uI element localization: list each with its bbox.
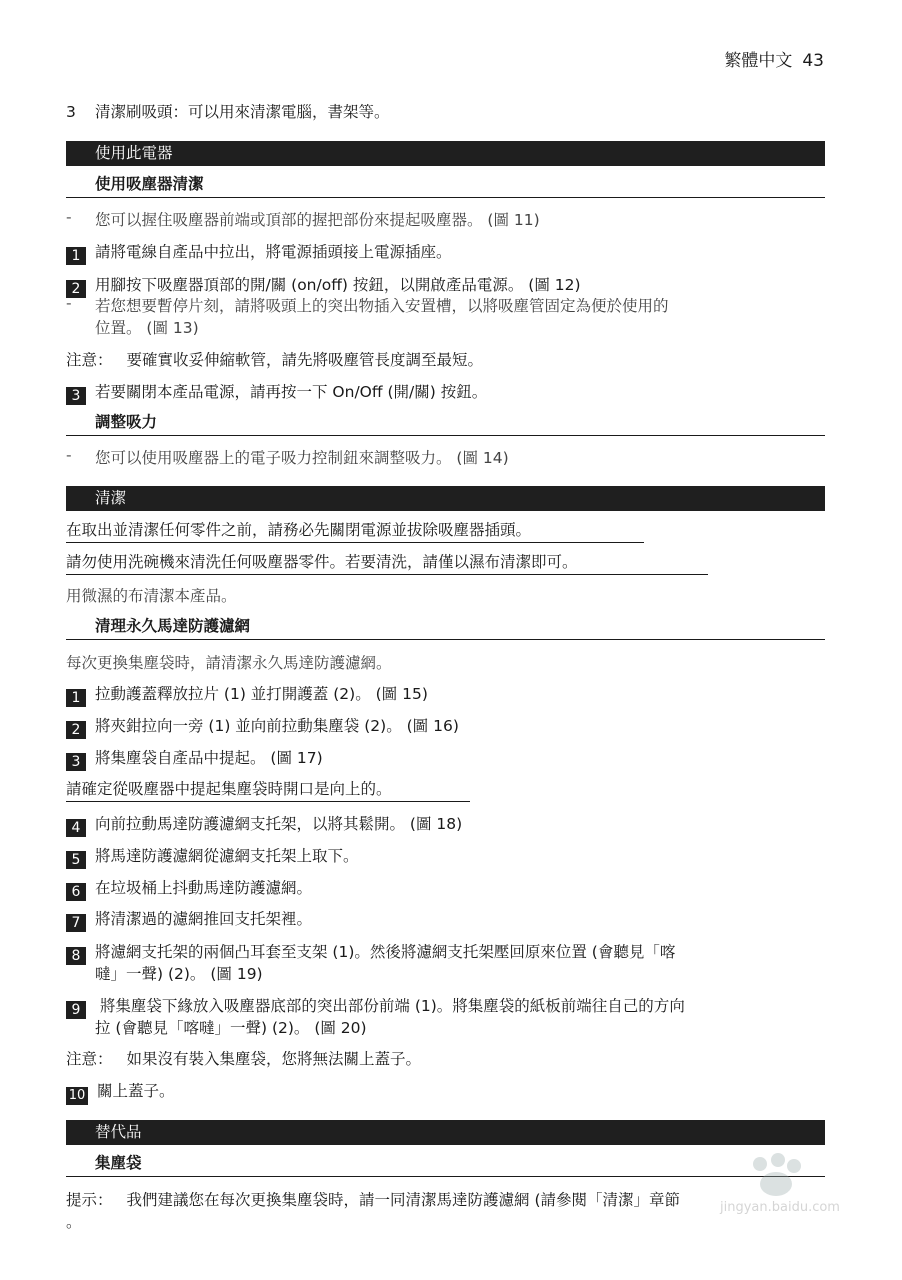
warning-unplug: 在取出並清潔任何零件之前，請務必先關閉電源並拔除吸塵器插頭。 — [66, 518, 644, 543]
step-number: 8 — [66, 947, 86, 965]
bullet-park-line2: 位置。 (圖 13) — [95, 319, 199, 337]
bullet-dash: - — [66, 208, 72, 226]
step-item — [66, 907, 824, 932]
step-8-line2: 噠」一聲) (2)。 (圖 19) — [95, 965, 263, 983]
section-heading-replace: 替代品 — [66, 1120, 825, 1145]
step-text: 拉動護蓋釋放拉片 (1) 並打開護蓋 (2)。 (圖 15) — [95, 685, 428, 703]
step-text: 用腳按下吸塵器頂部的開/關 (on/off) 按鈕，以開啟產品電源。 (圖 12) — [95, 276, 581, 294]
subheading-bags: 集塵袋 — [66, 1151, 825, 1177]
step-text-line1: 將濾網支托架的兩個凸耳套至支架 (1)。然後將濾網支托架壓回原來位置 (會聽見「喀 — [95, 943, 676, 961]
subheading-vacuum: 使用吸塵器清潔 — [66, 172, 825, 198]
section-heading-clean: 清潔 — [66, 486, 825, 511]
bullet-carry: 您可以握住吸塵器前端或頂部的握把部份來提起吸塵器。 (圖 11) — [95, 211, 540, 229]
step-number: 4 — [66, 819, 86, 837]
step-text-line1: 將集塵袋下緣放入吸塵器底部的突出部份前端 (1)。將集塵袋的紙板前端往自己的方向 — [95, 997, 685, 1015]
warning-dishwasher: 請勿使用洗碗機來清洗任何吸塵器零件。若要清洗，請僅以濕布清潔即可。 — [66, 550, 708, 575]
bullet-park-line1: 若您想要暫停片刻，請將吸頭上的突出物插入安置槽，以將吸塵管固定為便於使用的 — [95, 297, 669, 315]
intro-item — [66, 100, 824, 122]
step-number: 6 — [66, 883, 86, 901]
filter-instruction: 每次更換集塵袋時，請清潔永久馬達防護濾網。 — [66, 654, 392, 672]
step-number: 3 — [66, 753, 86, 771]
note-label: 注意： — [66, 1050, 113, 1068]
step-number: 1 — [66, 247, 86, 265]
step-text: 請將電線自產品中拉出，將電源插頭接上電源插座。 — [95, 243, 452, 261]
step-item — [66, 682, 824, 707]
watermark-text: jingyan.baidu.com — [720, 1200, 840, 1215]
step-text: 在垃圾桶上抖動馬達防護濾網。 — [95, 879, 313, 897]
step-text: 關上蓋子。 — [97, 1082, 175, 1100]
step-9-line2: 拉 (會聽見「喀噠」一聲) (2)。 (圖 20) — [95, 1019, 367, 1037]
step-item — [66, 876, 824, 901]
tip — [66, 1188, 824, 1210]
step-number: 10 — [66, 1087, 88, 1105]
tip-line2: 。 — [66, 1213, 82, 1231]
header-language: 繁體中文 — [724, 51, 793, 71]
page-number: 43 — [802, 51, 824, 71]
step-text: 將夾鉗拉向一旁 (1) 並向前拉動集塵袋 (2)。 (圖 16) — [95, 717, 459, 735]
bullet-dash: - — [66, 446, 72, 464]
step-number: 2 — [66, 280, 86, 298]
step-number: 9 — [66, 1001, 86, 1019]
step-item — [66, 844, 824, 869]
step-number: 7 — [66, 914, 86, 932]
step-number: 5 — [66, 851, 86, 869]
step-item — [66, 812, 824, 837]
step-text: 將清潔過的濾網推回支托架裡。 — [95, 910, 313, 928]
intro-number: 3 — [66, 103, 76, 121]
note-text: 要確實收妥伸縮軟管，請先將吸塵管長度調至最短。 — [126, 351, 484, 369]
subheading-filter: 清理永久馬達防護濾網 — [66, 614, 825, 640]
step-1 — [66, 240, 824, 265]
tip-label: 提示： — [66, 1191, 113, 1209]
step-text: 將馬達防護濾網從濾網支托架上取下。 — [95, 847, 359, 865]
intro-text: 清潔刷吸頭：可以用來清潔電腦，書架等。 — [95, 103, 390, 121]
section-heading-use: 使用此電器 — [66, 141, 825, 166]
step-number: 2 — [66, 721, 86, 739]
step-text: 將集塵袋自產品中提起。 (圖 17) — [95, 749, 323, 767]
step-text: 若要關閉本產品電源，請再按一下 On/Off (開/關) 按鈕。 — [95, 383, 488, 401]
note-label: 注意： — [66, 351, 113, 369]
warning-bag-opening: 請確定從吸塵器中提起集塵袋時開口是向上的。 — [66, 777, 470, 802]
step-number: 1 — [66, 689, 86, 707]
step-10 — [66, 1079, 824, 1105]
clean-instruction: 用微濕的布清潔本產品。 — [66, 587, 237, 605]
bullet-suction: 您可以使用吸塵器上的電子吸力控制鈕來調整吸力。 (圖 14) — [95, 449, 509, 467]
bullet-dash: - — [66, 294, 72, 312]
step-3 — [66, 380, 824, 405]
note-text: 如果沒有裝入集塵袋，您將無法關上蓋子。 — [126, 1050, 422, 1068]
step-item — [66, 714, 824, 739]
step-number: 3 — [66, 387, 86, 405]
tip-text-line1: 我們建議您在每次更換集塵袋時，請一同清潔馬達防護濾網 (請參閱「清潔」章節 — [126, 1191, 680, 1209]
page-header — [724, 46, 824, 71]
step-item — [66, 746, 824, 771]
note-no-bag — [66, 1047, 824, 1069]
subheading-suction: 調整吸力 — [66, 410, 825, 436]
note-telescopic — [66, 348, 824, 370]
watermark — [720, 1150, 850, 1220]
step-text: 向前拉動馬達防護濾網支托架，以將其鬆開。 (圖 18) — [95, 815, 463, 833]
